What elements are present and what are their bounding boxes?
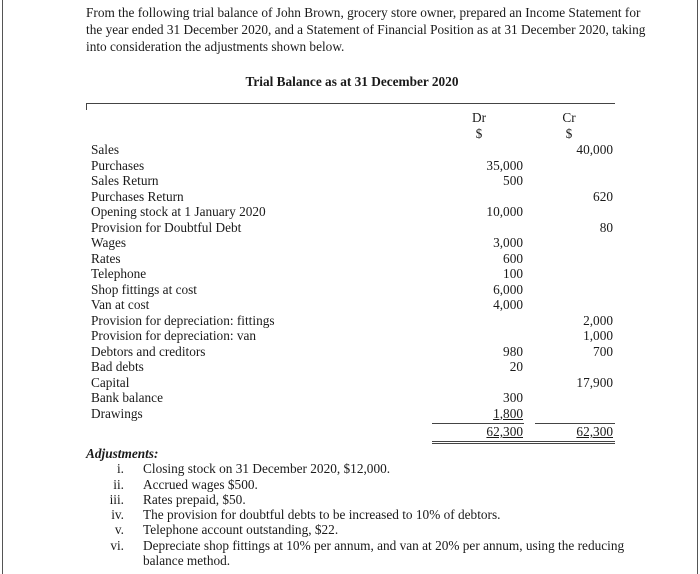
adjustment-text: Closing stock on 31 December 2020, $12,000. bbox=[143, 461, 391, 477]
table-row bbox=[91, 189, 621, 205]
title-text: Trial Balance as at 31 December 2020 bbox=[245, 74, 459, 89]
row-label: Provision for depreciation: fittings bbox=[91, 312, 275, 328]
adjustment-item bbox=[86, 507, 663, 522]
totals-double-rule-2 bbox=[432, 443, 615, 444]
row-cr: 40,000 bbox=[576, 142, 613, 157]
row-label: Drawings bbox=[91, 405, 143, 421]
table-corner-tick bbox=[86, 104, 87, 110]
row-label: Provision for Doubtful Debt bbox=[91, 219, 242, 235]
row-cr: 2,000 bbox=[583, 312, 613, 328]
adjustment-item bbox=[86, 461, 663, 476]
adjustment-text: Depreciate shop fittings at 10% per annum, and van at 20% per annum, using the reducing balance method. bbox=[143, 537, 625, 569]
adjustment-item bbox=[86, 492, 663, 507]
row-dr: 35,000 bbox=[486, 157, 523, 173]
row-dr: 1,800 bbox=[493, 405, 523, 421]
intro-paragraph: From the following trial balance of John Brown, grocery store owner, prepared an Income Statement for the year ended 31 December 2020, and a Statement of Financial Position as at 31 December 2020, taking into consideration the adjustments shown below. bbox=[86, 5, 646, 54]
row-cr: 620 bbox=[593, 188, 613, 204]
table-row bbox=[91, 375, 621, 391]
trial-balance-title bbox=[0, 74, 700, 90]
totals-row bbox=[91, 424, 621, 440]
row-label: Sales Return bbox=[91, 173, 159, 188]
table-row bbox=[91, 251, 621, 267]
adjustments-heading: Adjustments: bbox=[86, 446, 159, 461]
row-dr: 4,000 bbox=[493, 297, 523, 312]
row-dr: 20 bbox=[509, 359, 523, 374]
row-label: Provision for depreciation: van bbox=[91, 328, 257, 343]
dr-label: Dr bbox=[471, 110, 487, 125]
adjustment-number: vi. bbox=[110, 537, 124, 553]
row-dr: 6,000 bbox=[493, 281, 523, 297]
row-label: Rates bbox=[91, 250, 121, 266]
adjustment-number: iii. bbox=[109, 491, 124, 507]
row-label: Opening stock at 1 January 2020 bbox=[91, 204, 266, 219]
row-cr: 80 bbox=[599, 219, 613, 235]
row-cr: 700 bbox=[593, 343, 613, 359]
adjustment-text: Rates prepaid, $50. bbox=[143, 491, 246, 507]
row-dr: 10,000 bbox=[486, 204, 523, 219]
trial-balance-rows bbox=[91, 142, 621, 421]
row-dr: 600 bbox=[503, 250, 523, 266]
row-label: Bad debts bbox=[91, 359, 144, 374]
row-label: Wages bbox=[91, 235, 127, 250]
table-row bbox=[91, 235, 621, 251]
table-row bbox=[91, 266, 621, 282]
table-row bbox=[91, 328, 621, 344]
row-cr: 17,900 bbox=[576, 374, 613, 390]
adjustment-item bbox=[86, 522, 663, 537]
cr-label: Cr bbox=[562, 110, 576, 125]
table-top-rule bbox=[86, 103, 615, 104]
totals-double-rule-1 bbox=[432, 441, 615, 442]
row-dr: 300 bbox=[503, 390, 523, 405]
adjustment-item bbox=[86, 477, 663, 492]
table-row bbox=[91, 344, 621, 360]
adjustment-text: The provision for doubtful debts to be increased to 10% of debtors. bbox=[143, 507, 501, 523]
adjustment-number: iv. bbox=[111, 507, 124, 523]
adjustment-text: Telephone account outstanding, $22. bbox=[143, 522, 339, 538]
row-dr: 3,000 bbox=[493, 235, 523, 250]
row-label: Debtors and creditors bbox=[91, 343, 206, 359]
table-row bbox=[91, 142, 621, 158]
cr-total: 62,300 bbox=[576, 424, 613, 439]
table-row bbox=[91, 158, 621, 174]
cr-header bbox=[554, 110, 584, 142]
row-label: Bank balance bbox=[91, 390, 163, 405]
dr-header bbox=[464, 110, 494, 142]
adjustment-number: v. bbox=[114, 522, 124, 538]
table-row bbox=[91, 204, 621, 220]
table-row bbox=[91, 359, 621, 375]
adjustment-item bbox=[86, 538, 663, 569]
row-label: Purchases Return bbox=[91, 188, 184, 204]
table-row bbox=[91, 313, 621, 329]
table-row bbox=[91, 297, 621, 313]
row-dr: 500 bbox=[503, 173, 523, 188]
row-dr: 100 bbox=[503, 266, 523, 281]
dr-total: 62,300 bbox=[486, 424, 523, 439]
table-row bbox=[91, 173, 621, 189]
table-row bbox=[91, 390, 621, 406]
cr-unit: $ bbox=[565, 126, 573, 141]
table-row bbox=[91, 406, 621, 422]
table-row bbox=[91, 282, 621, 298]
row-label: Van at cost bbox=[91, 297, 150, 312]
row-label: Purchases bbox=[91, 157, 145, 173]
row-label: Capital bbox=[91, 374, 130, 390]
table-row bbox=[91, 220, 621, 236]
adjustments-section bbox=[86, 446, 663, 568]
row-label: Telephone bbox=[91, 266, 147, 281]
row-dr: 980 bbox=[503, 343, 523, 359]
adjustment-text: Accrued wages $500. bbox=[143, 476, 258, 492]
row-label: Sales bbox=[91, 142, 120, 157]
adjustment-number: i. bbox=[116, 461, 124, 477]
row-label: Shop fittings at cost bbox=[91, 281, 198, 297]
adjustment-number: ii. bbox=[113, 476, 124, 492]
dr-unit: $ bbox=[475, 126, 483, 141]
row-cr: 1,000 bbox=[583, 328, 613, 343]
